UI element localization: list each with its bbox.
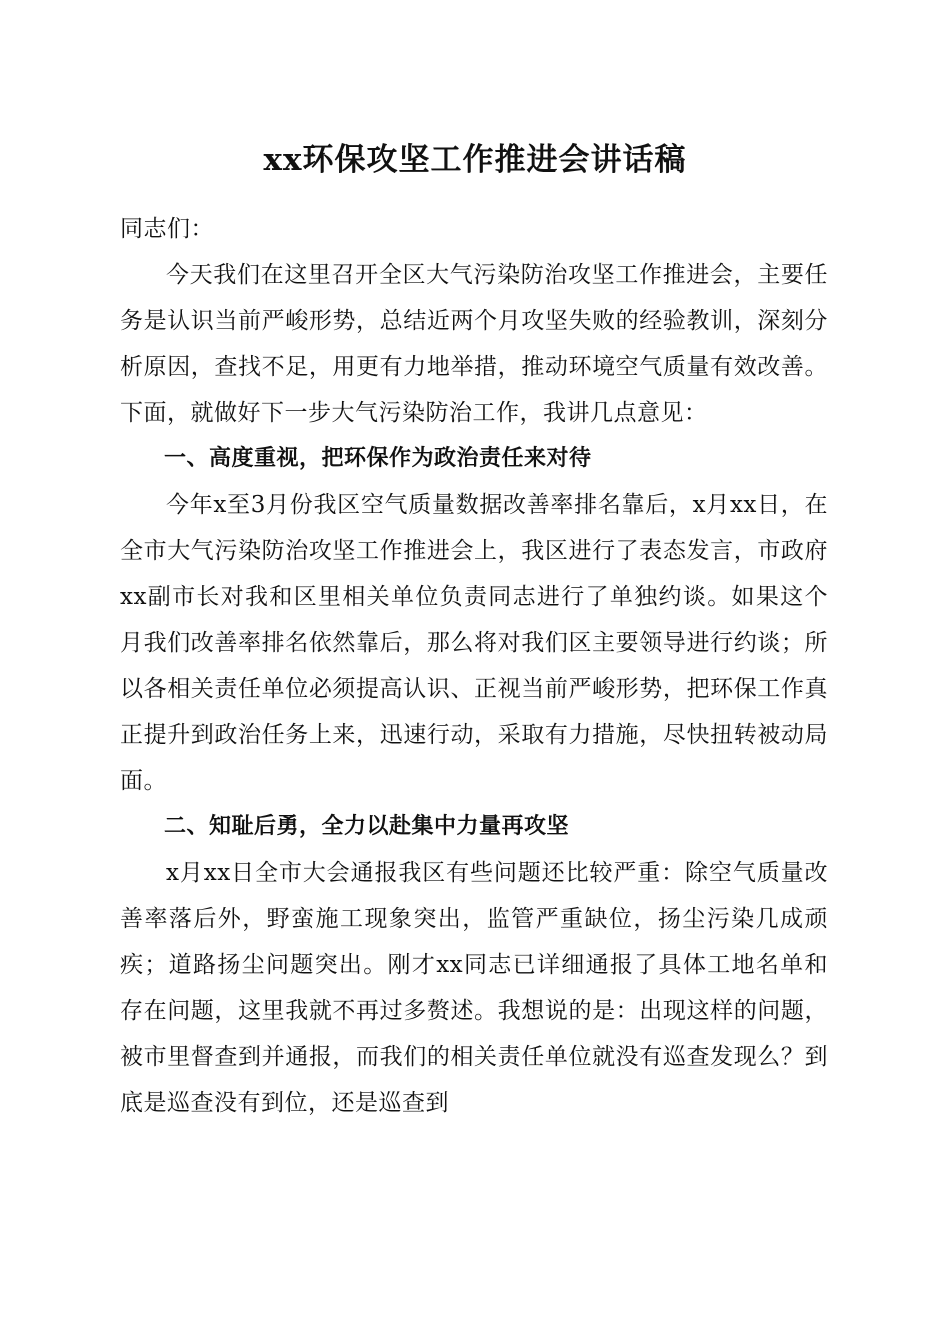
section-paragraph-1: 今年x至3月份我区空气质量数据改善率排名靠后，x月xx日，在全市大气污染防治攻坚工作推进会上，我区进行了表态发言，市政府xx副市长对我和区里相关单位负责同志进行了单独约谈。如果这个月我们改善率排名依然靠后，那么将对我们区主要领导进行约谈；所以各相关责任单位必须提高认识、正视当前严峻形势，把环保工作真正提升到政治任务上来，迅速行动，采取有力措施，尽快扭转被动局面。 [120,492,828,794]
salutation: 同志们： [120,216,214,242]
document-title: xx环保攻坚工作推进会讲话稿 [263,142,687,178]
document-body [120,206,828,1126]
section-heading-1: 一、高度重视，把环保作为政治责任来对待 [164,446,592,471]
intro-paragraph: 今天我们在这里召开全区大气污染防治攻坚工作推进会，主要任务是认识当前严峻形势，总结近两个月攻坚失败的经验教训，深刻分析原因，查找不足，用更有力地举措，推动环境空气质量有效改善。下面，就做好下一步大气污染防治工作，我讲几点意见： [120,262,828,426]
section-paragraph-2: x月xx日全市大会通报我区有些问题还比较严重：除空气质量改善率落后外，野蛮施工现象突出，监管严重缺位，扬尘污染几成顽疾；道路扬尘问题突出。刚才xx同志已详细通报了具体工地名单和存在问题，这里我就不再过多赘述。我想说的是：出现这样的问题，被市里督查到并通报，而我们的相关责任单位就没有巡查发现么？到底是巡查没有到位，还是巡查到 [120,860,828,1116]
section-heading-2: 二、知耻后勇，全力以赴集中力量再攻坚 [164,814,570,839]
